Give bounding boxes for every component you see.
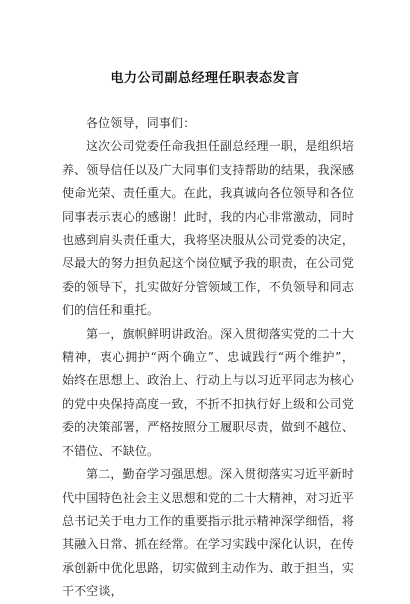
greeting-line: 各位领导，同事们： [86, 116, 196, 130]
paragraph-study: 第二，勤奋学习强思想。深入贯彻落实习近平新时代中国特色社会主义思想和党的二十大精神，对习近平总书记关于电力工作的重要指示批示精神深学细悟，将其融入日常、抓在经常。在学习实践中深化认识，在传承创新中优化思路，切实做到主动作为、敢于担当，实干不空谈， [62, 467, 354, 599]
document-title: 电力公司副总经理任职表态发言 [110, 71, 300, 86]
paragraph-appointment-thanks: 这次公司党委任命我担任副总经理一职，是组织培养、领导信任以及广大同事们支持帮助的结果，我深感使命光荣、责任重大。在此，我真诚向各位领导和各位同事表示衷心的感谢！此时，我的内心非常激动，同时也感到肩头责任重大，我将坚决服从公司党委的决定，尽最大的努力担负起这个岗位赋予我的职责，在公司党委的领导下，扎实做好分管领域工作，不负领导和同志们的信任和重托。 [62, 139, 354, 318]
document-body [62, 112, 354, 604]
paragraph-politics: 第一，旗帜鲜明讲政治。深入贯彻落实党的二十大精神，衷心拥护“两个确立”、忠诚践行“两个维护”，始终在思想上、政治上、行动上与以习近平同志为核心的党中央保持高度一致，不折不扣执行好上级和公司党委的决策部署，严格按照分工履职尽责，做到不越位、不错位、不缺位。 [62, 326, 354, 458]
